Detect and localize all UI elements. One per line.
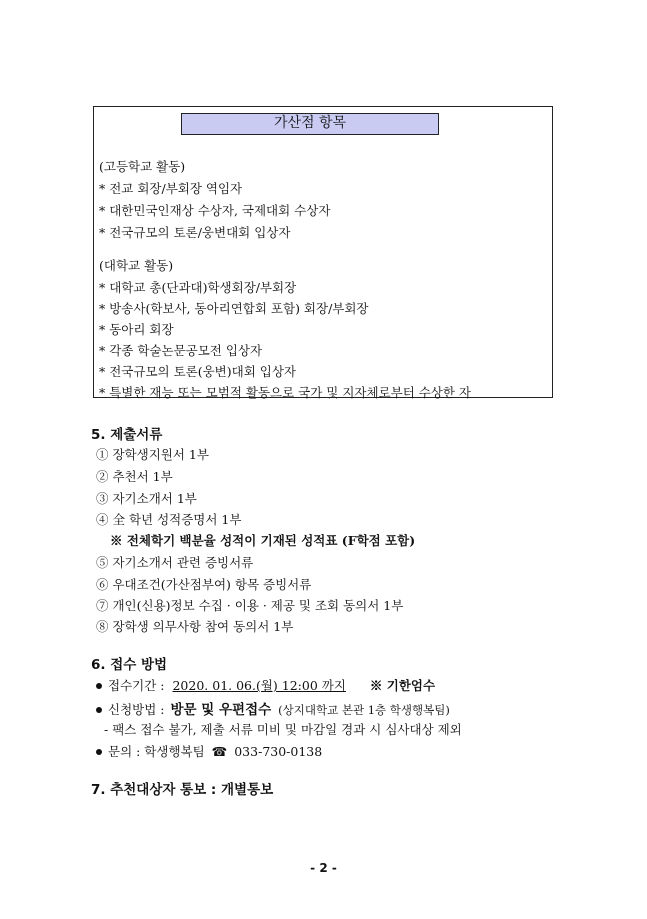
- method-note: (상지대학교 본관 1층 학생행복팀): [278, 703, 450, 717]
- period-row: [96, 676, 435, 694]
- method-label: 신청방법 :: [108, 702, 165, 717]
- bullet-icon: [96, 707, 102, 713]
- period-note: ※ 기한엄수: [369, 678, 436, 693]
- contact-phone: 033-730-0138: [234, 744, 323, 759]
- list-item: * 동아리 회장: [99, 322, 174, 337]
- section6-title: 6. 접수 방법: [91, 657, 168, 673]
- bonus-points-box: [93, 106, 553, 398]
- list-item: ③ 자기소개서 1부: [96, 491, 197, 506]
- list-item: * 특별한 재능 또는 모범적 활동으로 국가 및 지자체로부터 수상한 자: [99, 385, 472, 400]
- period-label: 접수기간 :: [108, 678, 165, 693]
- list-item: * 전국규모의 토론(웅변)대회 입상자: [99, 364, 296, 379]
- list-item: ⑥ 우대조건(가산점부여) 항목 증빙서류: [96, 577, 312, 592]
- list-item: ① 장학생지원서 1부: [96, 447, 209, 462]
- list-item: * 방송사(학보사, 동아리연합회 포함) 회장/부회장: [99, 301, 369, 316]
- list-item: ⑧ 장학생 의무사항 참여 동의서 1부: [96, 619, 294, 634]
- bullet-icon: [96, 749, 102, 755]
- list-item: ② 추천서 1부: [96, 469, 173, 484]
- method-value: 방문 및 우편접수: [170, 702, 272, 718]
- section5-note: ※ 전체학기 백분율 성적이 기재된 성적표 (F학점 포함): [110, 533, 416, 548]
- page-number: - 2 -: [310, 861, 337, 875]
- section5-title: 5. 제출서류: [91, 427, 163, 443]
- bonus-box-title: 가산점 항목: [181, 113, 439, 135]
- list-item: * 전국규모의 토론/웅변대회 입상자: [99, 225, 291, 240]
- bullet-icon: [96, 683, 102, 689]
- section7-title: 7. 추천대상자 통보 : 개별통보: [91, 782, 274, 798]
- list-item: ⑤ 자기소개서 관련 증빙서류: [96, 555, 254, 570]
- list-item: * 대학교 총(단과대)학생회장/부회장: [99, 280, 297, 295]
- high-school-heading: (고등학교 활동): [99, 159, 186, 174]
- period-value: 2020. 01. 06.(월) 12:00 까지: [172, 678, 346, 693]
- university-heading: (대학교 활동): [99, 258, 174, 273]
- list-item: * 전교 회장/부회장 역임자: [99, 181, 243, 196]
- list-item: ⑦ 개인(신용)정보 수집 · 이용 · 제공 및 조회 동의서 1부: [96, 598, 404, 613]
- contact-row: [96, 742, 322, 760]
- fax-note: - 팩스 접수 불가, 제출 서류 미비 및 마감일 경과 시 심사대상 제외: [104, 722, 462, 737]
- contact-label: 문의 : 학생행복팀: [108, 744, 205, 759]
- method-row: [96, 698, 450, 718]
- list-item: ④ 全 학년 성적증명서 1부: [96, 512, 242, 527]
- list-item: * 각종 학술논문공모전 입상자: [99, 343, 263, 358]
- phone-icon: ☎: [211, 744, 228, 759]
- list-item: * 대한민국인재상 수상자, 국제대회 수상자: [99, 203, 331, 218]
